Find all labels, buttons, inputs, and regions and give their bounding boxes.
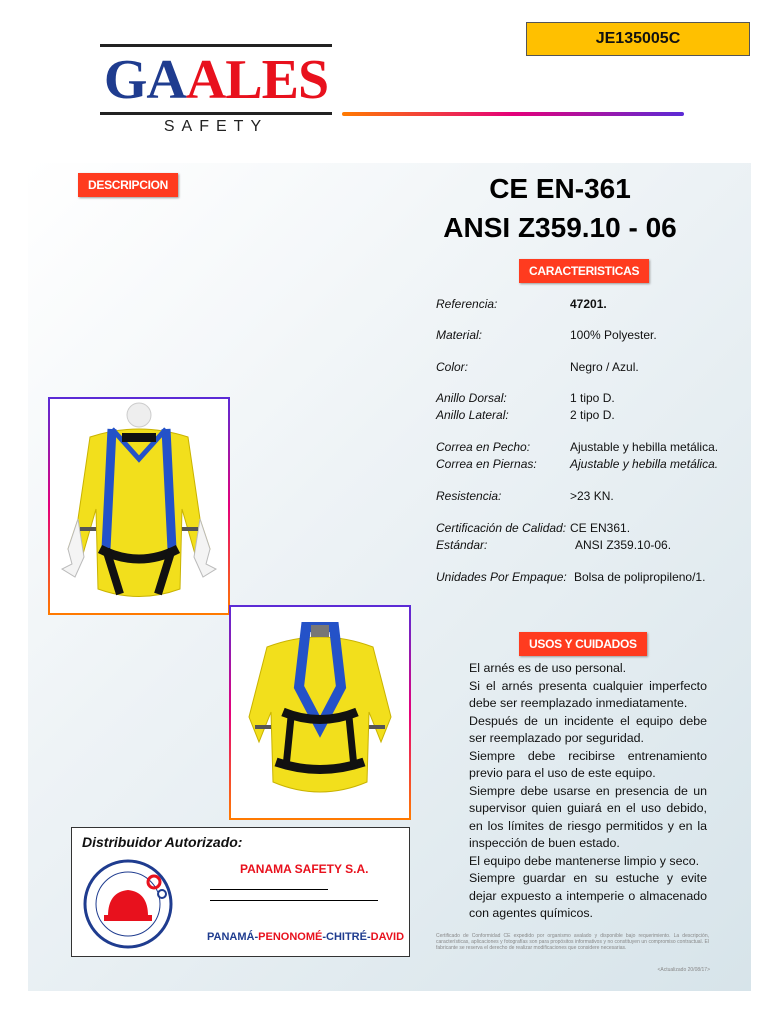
section-tag-usos: USOS Y CUIDADOS: [519, 632, 647, 656]
city-name: DAVID: [370, 931, 405, 943]
spec-label: Unidades Por Empaque:: [436, 570, 567, 584]
city-name: CHITRÉ: [326, 931, 367, 943]
product-photo-back: [229, 605, 411, 820]
uses-item: Si el arnés presenta cualquier imperfecto debe ser reemplazado inmediatamente.: [469, 678, 707, 710]
panama-safety-seal-icon: [82, 858, 174, 950]
city-name: PANAMÁ: [207, 931, 255, 943]
spec-value: Ajustable y hebilla metálica.: [570, 440, 719, 454]
product-code: JE135005C: [595, 30, 681, 47]
logo-bottom-rule: [100, 112, 332, 115]
uses-list: [469, 660, 707, 923]
distributor-company: PANAMA SAFETY S.A.: [240, 862, 369, 876]
fine-print: Certificado de Conformidad CE expedido por organismo avalado y disponible bajo requerimiento. La descripción, características, aplicaciones y fotografías son para propósitos informativos y no constituyen un compromiso contractual. El fabricante se reserva el derecho de realizar modificaciones que considere necesarias.: [436, 933, 709, 951]
city-separator: -: [366, 931, 371, 943]
logo-subtitle: SAFETY: [163, 118, 269, 135]
product-code-box: [526, 22, 750, 56]
spec-label: Resistencia:: [436, 489, 502, 503]
spec-label: Color:: [436, 360, 469, 374]
spec-label: Material:: [436, 328, 483, 342]
uses-item: El arnés es de uso personal.: [469, 661, 627, 675]
uses-item: Siempre debe usarse en presencia de un supervisor quien guiará en el uso debido, en los límites de riesgo permitidos y en la inspección de buen estado.: [469, 783, 707, 850]
harness-front-illustration: [50, 399, 228, 613]
uses-item: Siempre guardar en su estuche y evite dejar expuesto a intemperie o almacenado con agentes químicos.: [469, 871, 707, 920]
section-tag-descripcion: DESCRIPCION: [78, 173, 178, 197]
spec-label: Estándar:: [436, 538, 488, 552]
brand-logo: [100, 44, 332, 140]
uses-item: Siempre debe recibirse entrenamiento previo para el uso de este equipo.: [469, 748, 707, 780]
spec-label: Correa en Piernas:: [436, 457, 537, 471]
distributor-box: [71, 827, 410, 957]
section-tag-caracteristicas: CARACTERISTICAS: [519, 259, 649, 283]
spec-value: 1 tipo D.: [570, 391, 615, 405]
standard-line-1: CE EN-361: [489, 173, 631, 204]
harness-back-illustration: [231, 607, 409, 818]
logo-wordmark: GAALES: [103, 49, 329, 111]
product-photo-front: [48, 397, 230, 615]
signature-line-2: [210, 900, 378, 901]
spec-label: Anillo Lateral:: [436, 408, 509, 422]
uses-item: El equipo debe mantenerse limpio y seco.: [469, 853, 700, 868]
city-name: PENONOMÉ: [258, 931, 323, 943]
spec-label: Certificación de Calidad:: [436, 521, 567, 535]
spec-value: 100% Polyester.: [570, 328, 657, 342]
header-gradient-line: [342, 112, 684, 116]
uses-item: Después de un incidente el equipo debe ser reemplazado por seguridad.: [469, 713, 707, 745]
spec-value: CE EN361.: [570, 521, 631, 535]
spec-value: 2 tipo D.: [570, 408, 615, 422]
spec-label: Referencia:: [436, 297, 498, 311]
signature-line-1: [210, 889, 328, 890]
distributor-cities: [207, 931, 404, 943]
spec-value: Negro / Azul.: [570, 360, 639, 374]
spec-value: >23 KN.: [570, 489, 614, 503]
updated-date: <Actualizado 20/08/17>: [657, 967, 710, 973]
spec-value: Bolsa de polipropileno/1.: [574, 570, 706, 584]
spec-value: ANSI Z359.10-06.: [575, 538, 672, 552]
city-separator: -: [254, 931, 259, 943]
spec-label: Correa en Pecho:: [436, 440, 531, 454]
spec-value: Ajustable y hebilla metálica.: [570, 457, 719, 471]
standard-line-2: ANSI Z359.10 - 06: [443, 212, 677, 243]
spec-label: Anillo Dorsal:: [436, 391, 507, 405]
spec-value: 47201.: [570, 297, 607, 311]
logo-top-rule: [100, 44, 332, 47]
city-separator: -: [322, 931, 326, 943]
distributor-title: Distribuidor Autorizado:: [82, 834, 243, 850]
